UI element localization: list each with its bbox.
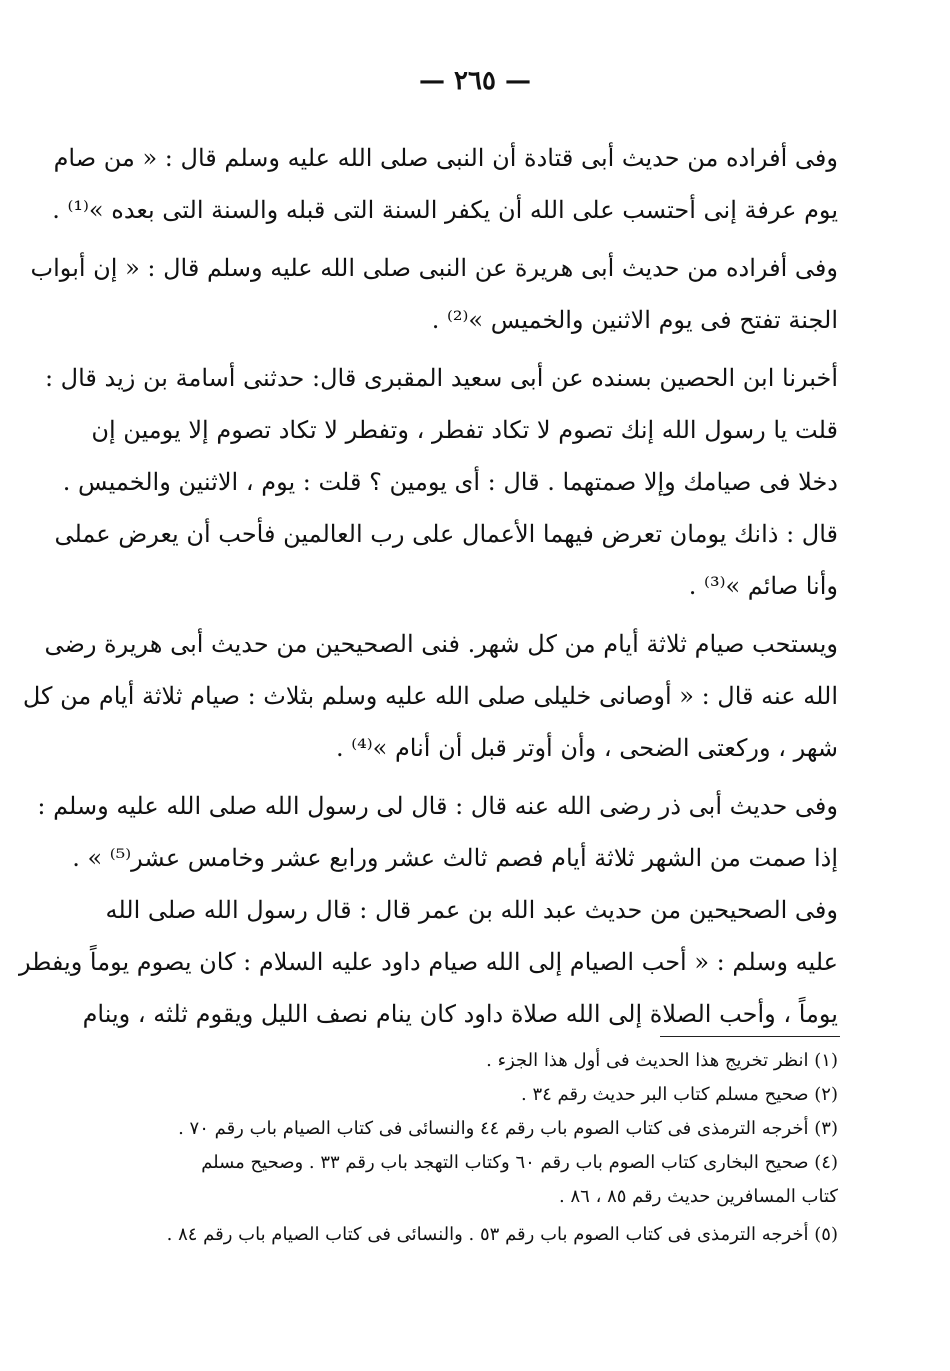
text-line: الله عنه قال : « أوصانى خليلى صلى الله عليه وسلم بثلاث : صيام ثلاثة أيام من كل bbox=[22, 682, 838, 710]
text-line: أخبرنا ابن الحصين بسنده عن أبى سعيد المقبرى قال: حدثنى أسامة بن زيد قال : bbox=[44, 364, 838, 392]
footnote: (٣) أخرجه الترمذى فى كتاب الصوم باب رقم ٤٤ والنسائى فى كتاب الصيام باب رقم ٧٠ . bbox=[178, 1118, 838, 1139]
page-number: — ٢٦٥ — bbox=[418, 66, 532, 96]
footnote: (٢) صحيح مسلم كتاب البر حديث رقم ٣٤ . bbox=[521, 1084, 838, 1105]
text-line: عليه وسلم : « أحب الصيام إلى الله صيام داود عليه السلام : كان يصوم يوماً ويفطر bbox=[18, 948, 838, 976]
text-line: وفى حديث أبى ذر رضى الله عنه قال : قال لى رسول الله صلى الله عليه وسلم : bbox=[37, 792, 838, 820]
text-line: وفى أفراده من حديث أبى هريرة عن النبى صلى الله عليه وسلم قال : « إن أبواب bbox=[30, 254, 838, 282]
footnote: (٥) أخرجه الترمذى فى كتاب الصوم باب رقم ٥٣ . والنسائى فى كتاب الصيام باب رقم ٨٤ . bbox=[166, 1224, 838, 1245]
footnote-continuation: كتاب المسافرين حديث رقم ٨٥ ، ٨٦ . bbox=[559, 1186, 838, 1207]
paragraph bbox=[52, 132, 838, 236]
text-line: إذا صمت من الشهر ثلاثة أيام فصم ثالث عشر ورابع عشر وخامس عشر⁽⁵⁾ » . bbox=[72, 844, 838, 872]
text-line: الجنة تفتح فى يوم الاثنين والخميس »⁽²⁾ . bbox=[431, 306, 838, 334]
text-line: وفى أفراده من حديث أبى قتادة أن النبى صلى الله عليه وسلم قال : « من صام bbox=[53, 144, 838, 172]
footnote: (٤) صحيح البخارى كتاب الصوم باب رقم ٦٠ وكتاب التهجد باب رقم ٣٣ . وصحيح مسلم bbox=[201, 1152, 838, 1173]
text-line: شهر ، وركعتى الضحى ، وأن أوتر قبل أن أنام »⁽⁴⁾ . bbox=[335, 734, 838, 762]
text-line: وأنا صائم »⁽³⁾ . bbox=[688, 572, 838, 600]
paragraph bbox=[30, 242, 838, 346]
footnote-divider bbox=[660, 1036, 840, 1037]
text-line: قال : ذانك يومان تعرض فيهما الأعمال على رب العالمين فأحب أن يعرض عملى bbox=[54, 520, 838, 548]
text-line: دخلا فى صيامك وإلا صمتهما . قال : أى يومين ؟ قلت : يوم ، الاثنين والخميس . bbox=[62, 468, 838, 496]
paragraph bbox=[18, 884, 838, 1040]
main-text bbox=[18, 132, 838, 1040]
text-line: يوم عرفة إنى أحتسب على الله أن يكفر السنة التى قبله والسنة التى بعده »⁽¹⁾ . bbox=[52, 196, 838, 224]
text-line: يوماً ، وأحب الصلاة إلى الله صلاة داود كان ينام نصف الليل ويقوم ثلثه ، وينام bbox=[82, 1000, 838, 1028]
paragraph bbox=[37, 780, 838, 884]
footnotes bbox=[122, 1044, 838, 1252]
paragraph bbox=[44, 352, 838, 612]
paragraph bbox=[22, 618, 838, 774]
footnote: (١) انظر تخريج هذا الحديث فى أول هذا الجزء . bbox=[486, 1050, 838, 1071]
text-line: وفى الصحيحين من حديث عبد الله بن عمر قال : قال رسول الله صلى الله bbox=[105, 896, 838, 924]
text-line: قلت يا رسول الله إنك تصوم لا تكاد تفطر ، وتفطر لا تكاد تصوم إلا يومين إن bbox=[91, 416, 838, 444]
text-line: ويستحب صيام ثلاثة أيام من كل شهر. فنى الصحيحين من حديث أبى هريرة رضى bbox=[44, 630, 838, 658]
